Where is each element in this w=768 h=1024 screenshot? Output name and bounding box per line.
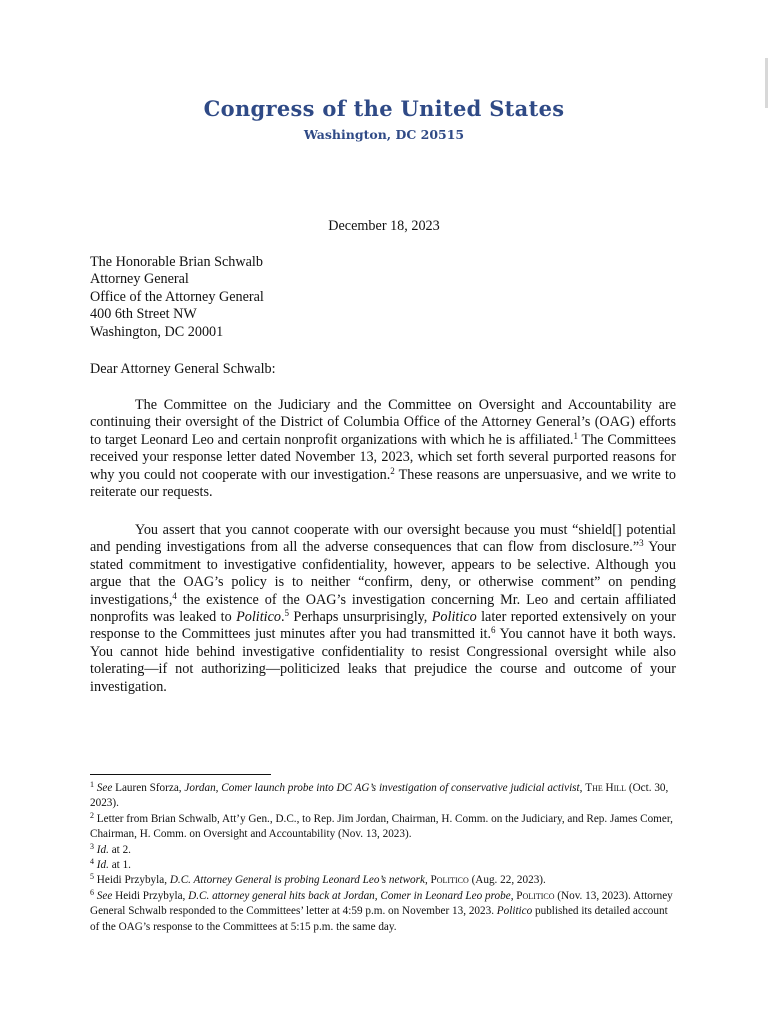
footnote-4 [90, 858, 676, 873]
footnote-text: (Nov. 13, 2023). Attorney General Schwalb responded to the Committees’ letter at 4:59 p.m. on November 13, 2023. [90, 889, 673, 918]
recipient-address [90, 254, 676, 341]
footnote-text: , [424, 874, 431, 887]
paragraph-text: The Committees received your response letter dated November 13, 2023, which set forth several purported reasons for why you could not cooperate with our investigation. [90, 431, 676, 483]
footnote-number: 2 [90, 810, 94, 820]
publication-name: The Hill [585, 782, 627, 794]
address-line: 400 6th Street NW [90, 306, 197, 323]
footnote-divider [90, 774, 271, 775]
article-title: D.C. Attorney General is probing Leonard Leo’s network [169, 874, 425, 887]
publication-name: Politico [236, 609, 281, 626]
footnote-ref: 2 [390, 465, 395, 476]
footnote-ref: 6 [491, 625, 496, 636]
salutation: Dear Attorney General Schwalb: [90, 361, 276, 377]
footnote-number: 4 [90, 857, 94, 867]
footnote-text: Letter from Brian Schwalb, Att’y Gen., D.C., to Rep. Jim Jordan, Chairman, H. Comm. on the Judiciary, and Rep. James Comer, Chairman, H. Comm. on Oversight and Accountability (Nov. 13, 2023). [90, 812, 673, 841]
footnote-text: , [579, 782, 586, 794]
footnote-text: at 1. [108, 859, 131, 872]
letter-date: December 18, 2023 [328, 218, 440, 234]
address-line: The Honorable Brian Schwalb [90, 254, 263, 270]
signal-word: See [96, 782, 113, 794]
footnote-text: published its detailed account of the OAG’s response to the Committees at 5:15 p.m. the same day. [90, 905, 668, 933]
footnote-ref: 4 [172, 590, 177, 601]
paragraph-2 [90, 522, 676, 696]
article-title: Jordan, Comer launch probe into DC AG’s investigation of conservative judicial activist [184, 782, 580, 794]
footnote-text: (Oct. 30, 2023). [90, 782, 669, 810]
article-title: D.C. attorney general hits back at Jordan, Comer in Leonard Leo probe [188, 889, 511, 902]
paragraph-text: The Committee on the Judiciary and the Committee on Oversight and Accountability are continuing their oversight of the District of Columbia Office of the Attorney General’s (OAG) efforts to target Leonard Leo and certain nonprofit organizations with which he is affiliated. [90, 397, 676, 448]
footnote-number: 6 [90, 887, 94, 897]
paragraph-text: These reasons are unpersuasive, and we write to reiterate our requests. [90, 466, 676, 501]
letterhead-city: Washington, DC 20515 [303, 127, 465, 142]
signal-word: Id. [96, 859, 109, 872]
paragraph-text: Perhaps unsurprisingly, [289, 609, 432, 626]
address-line: Washington, DC 20001 [90, 323, 224, 340]
paragraph-text: Your stated commitment to investigative confidentiality, however, appears to be selective. Although you argue that the OAG’s policy is to neither “confirm, deny, or otherwise comment” on pending investigations, [90, 539, 676, 608]
paragraph-text: You assert that you cannot cooperate with our oversight because you must “shield[] potential and pending investigations from all the adverse consequences that can flow from disclosure.” [90, 522, 676, 556]
footnote-text: (Aug. 22, 2023). [468, 874, 546, 887]
footnote-6 [90, 889, 676, 935]
address-line: Attorney General [90, 271, 189, 288]
publication-name: Politico [496, 905, 533, 918]
signal-word: See [96, 889, 113, 902]
footnote-text: Heidi Przybyla, [94, 874, 170, 887]
footnote-ref: 5 [284, 608, 290, 619]
footnote-number: 5 [90, 872, 94, 882]
footnote-number: 1 [90, 780, 94, 789]
paragraph-1 [90, 397, 676, 501]
footnote-text: at 2. [108, 843, 131, 856]
address-line: Office of the Attorney General [90, 288, 264, 305]
footnote-text: , [510, 889, 517, 902]
publication-name: Politico [431, 609, 477, 626]
footnotes [90, 781, 676, 935]
footnote-text: Lauren Sforza, [112, 782, 185, 794]
footnote-ref: 1 [573, 430, 578, 441]
footnote-5 [90, 873, 676, 888]
letterhead [0, 96, 768, 142]
paragraph-text: the existence of the OAG’s investigation concerning Mr. Leo and certain affiliated nonprofits was leaked to [90, 591, 676, 626]
paragraph-text: . [280, 609, 285, 626]
signal-word: Id. [96, 843, 109, 856]
letterhead-title: Congress of the United States [203, 96, 565, 121]
footnote-3 [90, 843, 676, 858]
publication-name: Politico [516, 889, 555, 902]
footnote-1 [90, 781, 676, 812]
footnote-ref: 3 [639, 538, 644, 549]
footnote-number: 3 [90, 841, 94, 851]
footnote-2 [90, 812, 676, 843]
footnote-text: Heidi Przybyla, [112, 889, 189, 902]
publication-name: Politico [430, 874, 469, 887]
paragraph-text: later reported extensively on your response to the Committees just minutes after you had transmitted it. [90, 609, 676, 643]
paragraph-text: You cannot have it both ways. You cannot hide behind investigative confidentiality to resist Congressional oversight while also tolerating—if not authorizing—politicized leaks that prejudice the course and outcome of your investigation. [90, 626, 676, 695]
